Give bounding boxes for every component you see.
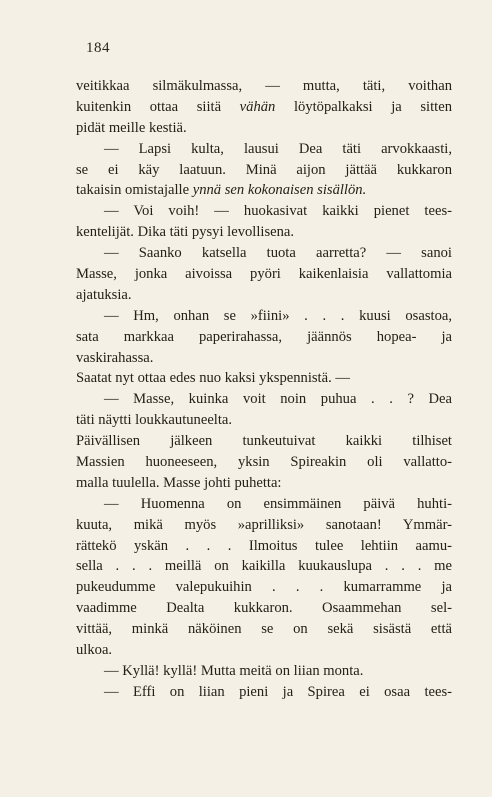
text-line-content: — Lapsi kulta, lausui Dea täti arvokkaasti,	[104, 140, 452, 157]
text-line-content: veitikkaa silmäkulmassa, — mutta, täti, voithan	[76, 78, 452, 94]
text-line-content: sata markkaa paperirahassa, jäännös hopea- ja	[76, 328, 452, 345]
text-line-content: Massien huoneeseen, yksin Spireakin oli vallatto-	[76, 454, 452, 471]
text-line	[76, 222, 452, 243]
text-line-emphasis: vähän	[239, 98, 276, 115]
text-line-content: — Effi on liian pieni ja Spirea ei osaa tees-	[104, 683, 452, 700]
text-line	[76, 473, 452, 494]
text-line	[76, 661, 452, 682]
text-line-content: — Huomenna on ensimmäinen päivä huhti-	[104, 495, 452, 512]
text-line-content: ajatuksia.	[76, 286, 132, 303]
text-line-content: vaadimme Dealta kukkaron. Osaammehan sel-	[76, 600, 452, 617]
text-line	[76, 640, 452, 661]
text-line	[76, 431, 452, 452]
text-line-content: — Saanko katsella tuota aarretta? — sanoi	[104, 245, 452, 262]
text-line	[76, 264, 452, 285]
text-line	[76, 494, 452, 515]
text-line	[76, 285, 452, 306]
text-line-content: ulkoa.	[76, 642, 113, 659]
text-line-content: vaskirahassa.	[76, 349, 154, 366]
text-line	[76, 598, 452, 619]
text-line	[76, 410, 452, 431]
text-line	[76, 201, 452, 222]
text-line	[76, 139, 452, 160]
text-line-content: takaisin omistajalle	[76, 182, 193, 199]
text-line-content: — Voi voih! — huokasivat kaikki pienet tees-	[104, 203, 452, 220]
text-line	[76, 348, 452, 369]
text-line	[76, 243, 452, 264]
text-line-content: se ei käy laatuun. Minä aijon jättää kukkaron	[76, 161, 452, 178]
text-line-content: Saatat nyt ottaa edes nuo kaksi ykspennistä. —	[76, 370, 350, 387]
body-text	[76, 76, 452, 703]
text-line-content: malla tuulella. Masse johti puhetta:	[76, 474, 282, 491]
text-line-content: pukeudumme valepukuihin . . . kumarramme ja	[76, 579, 452, 596]
text-line	[76, 76, 452, 97]
text-line-emphasis: ynnä sen kokonaisen sisällön.	[192, 182, 367, 199]
text-line	[76, 306, 452, 327]
text-line	[76, 327, 452, 348]
text-line-content: — Masse, kuinka voit noin puhua . . ? Dea	[104, 391, 452, 408]
text-line	[76, 160, 452, 181]
text-line	[76, 619, 452, 640]
text-line	[76, 515, 452, 536]
text-line-content: pidät meille kestiä.	[76, 119, 187, 136]
text-line	[76, 180, 452, 201]
text-line-content: vittää, minkä näköinen se on sekä sisästä että	[76, 621, 452, 638]
text-line-content: rättekö yskän . . . Ilmoitus tulee lehtiin aamu-	[76, 537, 452, 554]
text-line-content: kuuta, mikä myös »aprilliksi» sanotaan! Ymmär-	[76, 516, 452, 533]
text-line-continuation: löytöpalkaksi ja sitten	[275, 98, 452, 115]
text-line-content: — Kyllä! kyllä! Mutta meitä on liian monta.	[104, 662, 364, 679]
text-line-content: kentelijät. Dika täti pysyi levollisena.	[76, 224, 295, 241]
text-line	[76, 536, 452, 557]
text-line-content: Päivällisen jälkeen tunkeutuivat kaikki tilhiset	[76, 433, 452, 450]
text-line	[76, 682, 452, 703]
text-line-content: sella . . . meillä on kaikilla kuukauslupa . . . me	[76, 558, 452, 575]
text-line-content: kuitenkin ottaa siitä	[76, 98, 240, 115]
text-line-content: — Hm, onhan se »fiini» . . . kuusi osastoa,	[104, 307, 452, 324]
text-line	[76, 97, 452, 118]
text-line	[76, 389, 452, 410]
text-line	[76, 577, 452, 598]
page-number: 184	[86, 40, 110, 56]
text-line	[76, 452, 452, 473]
text-line	[76, 118, 452, 139]
text-line	[76, 556, 452, 577]
text-line-content: Masse, jonka aivoissa pyöri kaikenlaisia vallattomia	[76, 266, 452, 283]
text-line	[76, 368, 452, 389]
text-line-content: täti näytti loukkautuneelta.	[76, 412, 233, 429]
